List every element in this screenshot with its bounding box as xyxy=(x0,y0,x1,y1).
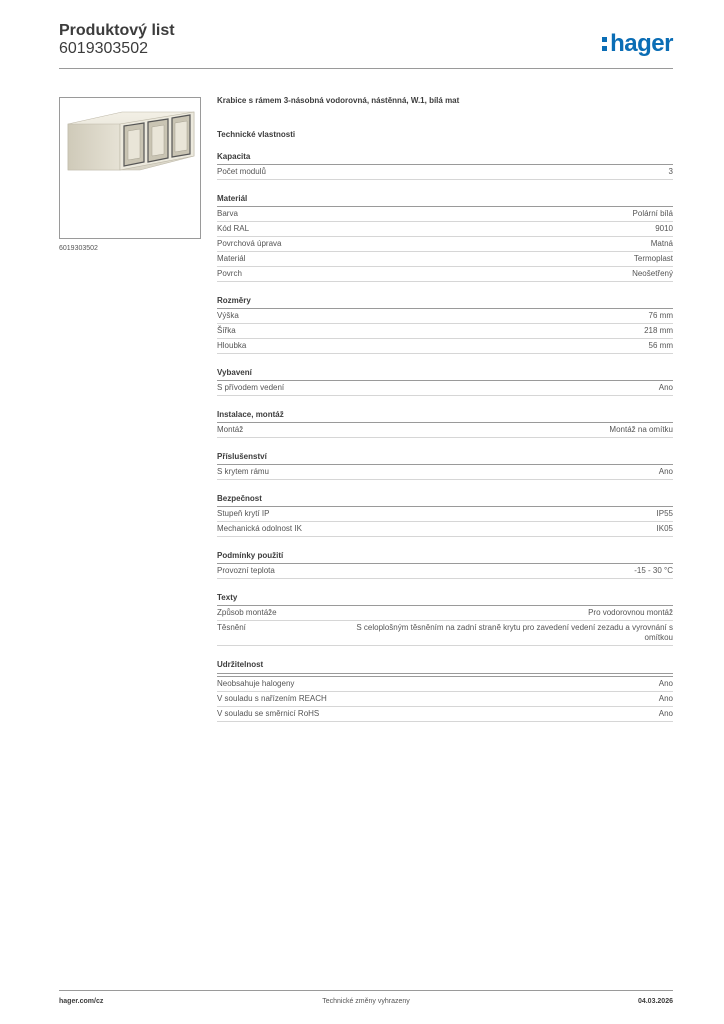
spec-section-title: Bezpečnost xyxy=(217,494,673,507)
spec-label: V souladu se směrnicí RoHS xyxy=(217,709,320,718)
spec-value: -15 - 30 °C xyxy=(634,566,673,575)
spec-section xyxy=(217,593,673,646)
technical-properties-heading: Technické vlastnosti xyxy=(217,130,296,139)
spec-value: 76 mm xyxy=(648,311,673,320)
spec-rows xyxy=(217,423,673,438)
spec-value: Polární bílá xyxy=(632,209,673,218)
logo-dots-icon xyxy=(602,37,607,51)
footer-notice: Technické změny vyhrazeny xyxy=(322,998,410,1005)
spec-value: 218 mm xyxy=(644,326,673,335)
spec-section xyxy=(217,152,673,180)
spec-label: Provozní teplota xyxy=(217,566,275,575)
spec-value: 3 xyxy=(668,167,673,176)
spec-row xyxy=(217,165,673,180)
spec-row xyxy=(217,222,673,237)
spec-row xyxy=(217,621,673,646)
spec-row xyxy=(217,423,673,438)
spec-row xyxy=(217,309,673,324)
spec-rows xyxy=(217,309,673,354)
spec-section-title: Materiál xyxy=(217,194,673,207)
spec-section xyxy=(217,296,673,354)
spec-section-title: Podmínky použití xyxy=(217,551,673,564)
spec-section-title: Příslušenství xyxy=(217,452,673,465)
logo-text: hager xyxy=(610,30,673,57)
spec-label: Stupeň krytí IP xyxy=(217,509,270,518)
spec-value: Ano xyxy=(658,694,673,703)
product-image xyxy=(59,97,201,239)
spec-label: Způsob montáže xyxy=(217,608,277,617)
page-title: Produktový list xyxy=(59,22,175,39)
spec-row xyxy=(217,252,673,267)
spec-row xyxy=(217,465,673,480)
spec-label: V souladu s nařízením REACH xyxy=(217,694,327,703)
spec-rows xyxy=(217,507,673,537)
spec-rows xyxy=(217,381,673,396)
spec-rows xyxy=(217,606,673,646)
spec-section-title: Texty xyxy=(217,593,673,606)
product-photo-icon xyxy=(60,98,200,238)
spec-section xyxy=(217,410,673,438)
spec-label: Počet modulů xyxy=(217,167,266,176)
spec-value: IP55 xyxy=(656,509,673,518)
spec-row xyxy=(217,237,673,252)
page-footer xyxy=(59,998,673,1010)
spec-label: Neobsahuje halogeny xyxy=(217,679,295,688)
product-name: Krabice s rámem 3-násobná vodorovná, nástěnná, W.1, bílá mat xyxy=(217,96,460,105)
spec-section xyxy=(217,452,673,480)
spec-value: Ano xyxy=(658,467,673,476)
spec-label: Materiál xyxy=(217,254,246,263)
spec-value: Termoplast xyxy=(633,254,673,263)
spec-value: Neošetřený xyxy=(632,269,673,278)
spec-row xyxy=(217,677,673,692)
spec-section xyxy=(217,551,673,579)
spec-section-title: Rozměry xyxy=(217,296,673,309)
spec-value: Ano xyxy=(658,383,673,392)
spec-label: Kód RAL xyxy=(217,224,250,233)
footer-date: 04.03.2026 xyxy=(637,998,673,1005)
spec-rows xyxy=(217,165,673,180)
spec-section-title: Vybavení xyxy=(217,368,673,381)
spec-label: Těsnění xyxy=(217,623,246,632)
spec-rows xyxy=(217,207,673,282)
spec-row xyxy=(217,324,673,339)
spec-label: Hloubka xyxy=(217,341,247,350)
spec-section-title: Instalace, montáž xyxy=(217,410,673,423)
hager-logo xyxy=(602,30,673,58)
spec-rows xyxy=(217,564,673,579)
spec-value: Montáž na omítku xyxy=(609,425,673,434)
spec-value: Ano xyxy=(658,679,673,688)
spec-label: S krytem rámu xyxy=(217,467,270,476)
spec-label: Povrch xyxy=(217,269,242,278)
spec-row xyxy=(217,507,673,522)
spec-row xyxy=(217,522,673,537)
spec-row xyxy=(217,564,673,579)
spec-rows xyxy=(217,465,673,480)
spec-row xyxy=(217,207,673,222)
spec-row xyxy=(217,692,673,707)
spec-label: Povrchová úprava xyxy=(217,239,282,248)
spec-value: Pro vodorovnou montáž xyxy=(588,608,673,617)
spec-value: S celoplošným těsněním na zadní straně krytu pro zavedení vedení zezadu a vyrovnání s omítkou xyxy=(356,623,673,642)
spec-row xyxy=(217,267,673,282)
spec-value: IK05 xyxy=(656,524,673,533)
spec-row xyxy=(217,381,673,396)
spec-value: Ano xyxy=(658,709,673,718)
footer-divider xyxy=(59,990,673,991)
page-header xyxy=(59,22,673,70)
spec-section xyxy=(217,194,673,282)
spec-row xyxy=(217,339,673,354)
footer-website: hager.com/cz xyxy=(59,998,104,1005)
spec-label: Šířka xyxy=(217,326,236,335)
specification-content xyxy=(217,96,673,722)
spec-label: Montáž xyxy=(217,425,244,434)
spec-label: Barva xyxy=(217,209,238,218)
spec-label: Mechanická odolnost IK xyxy=(217,524,302,533)
spec-section xyxy=(217,660,673,722)
spec-rows xyxy=(217,676,673,722)
spec-label: Výška xyxy=(217,311,239,320)
spec-row xyxy=(217,606,673,621)
image-caption: 6019303502 xyxy=(59,245,98,252)
header-divider xyxy=(59,68,673,69)
spec-section xyxy=(217,494,673,537)
product-number: 6019303502 xyxy=(59,40,148,57)
spec-section-title: Udržitelnost xyxy=(217,660,673,674)
spec-label: S přívodem vedení xyxy=(217,383,285,392)
spec-row xyxy=(217,707,673,722)
spec-value: Matná xyxy=(650,239,673,248)
spec-value: 56 mm xyxy=(648,341,673,350)
spec-section-title: Kapacita xyxy=(217,152,673,165)
spec-section xyxy=(217,368,673,396)
spec-value: 9010 xyxy=(655,224,673,233)
